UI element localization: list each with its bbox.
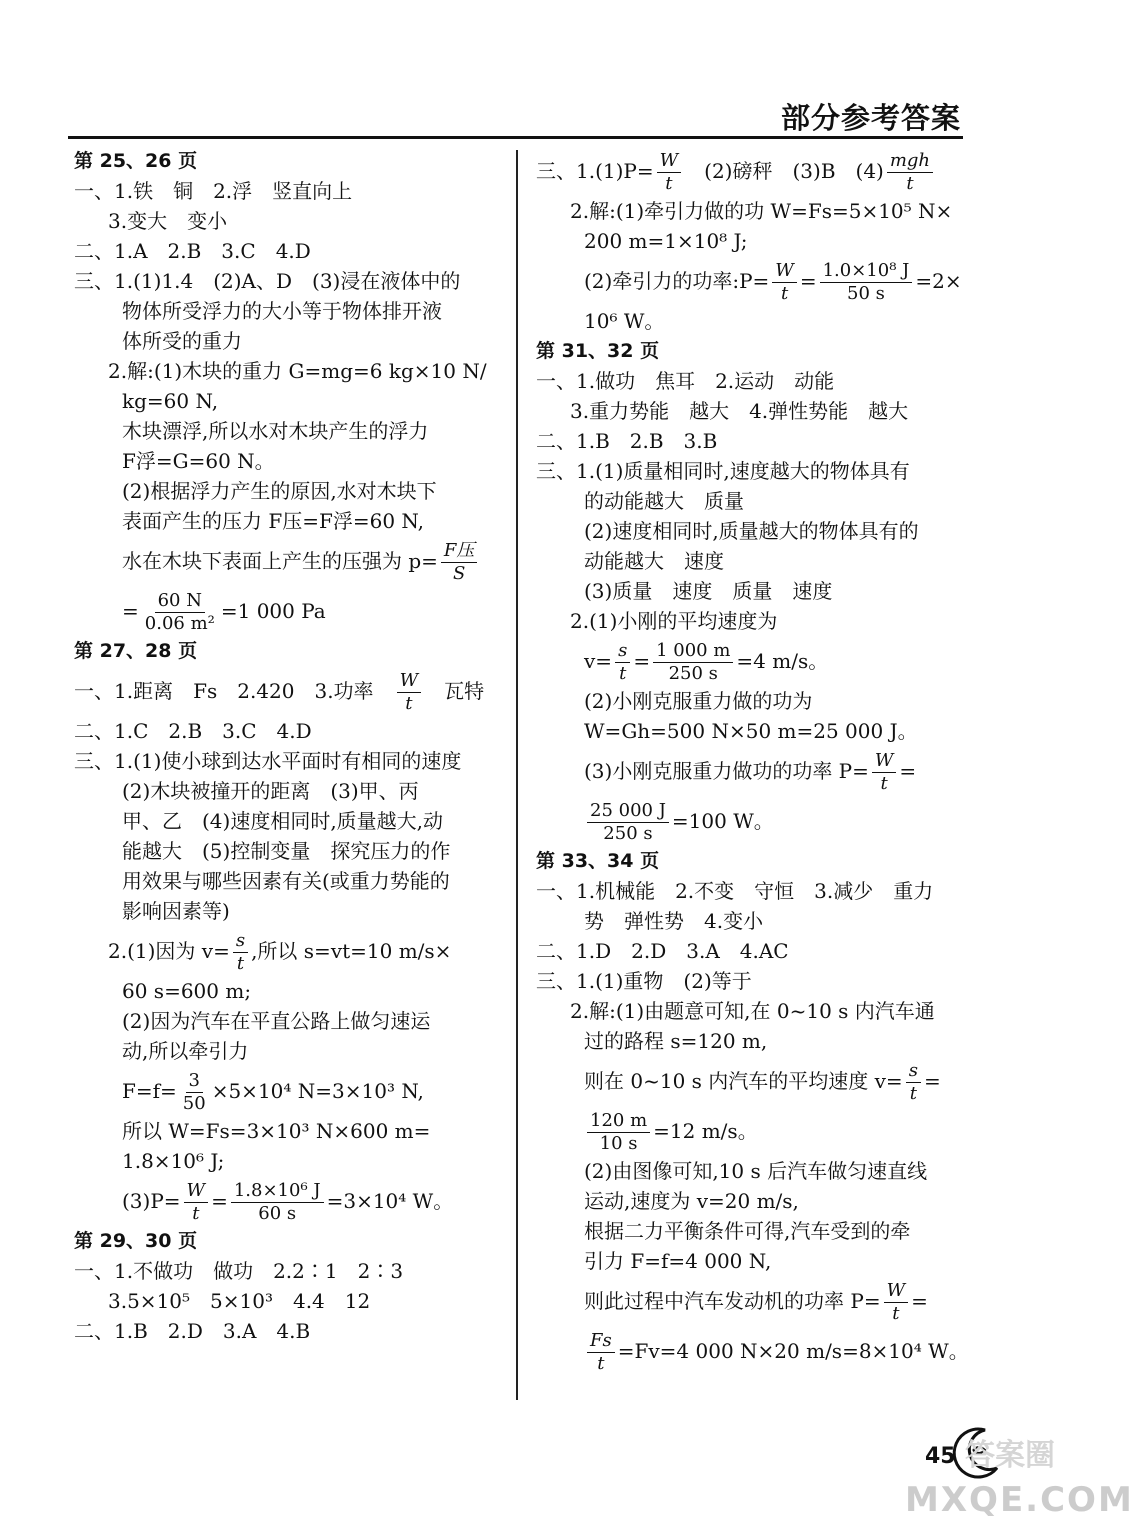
numerator: 1.0×10⁸ J — [820, 260, 913, 283]
fraction — [653, 640, 733, 685]
denominator: t — [665, 173, 673, 194]
denominator: t — [405, 693, 413, 714]
denominator: 250 s — [668, 663, 718, 684]
answer-line: 3.5×10⁵ 5×10³ 4.4 12 — [108, 1289, 371, 1313]
denominator: 50 s — [847, 283, 885, 304]
answer-line: (2)由图像可知,10 s 后汽车做匀速直线 — [584, 1159, 928, 1183]
answer-line — [536, 1056, 976, 1106]
text: 瓦特 — [444, 679, 485, 703]
answer-line: (2)因为汽车在平直公路上做匀速运 — [122, 1009, 431, 1033]
answer-line: kg=60 N, — [122, 389, 219, 413]
fraction — [231, 1180, 324, 1225]
answer-line: 一、1.做功 焦耳 2.运动 动能 — [536, 369, 835, 393]
fraction — [872, 750, 897, 795]
text: (2)磅秤 (3)B (4) — [704, 159, 884, 183]
answer-line: 过的路程 s=120 m, — [584, 1029, 768, 1053]
text: = — [633, 649, 651, 673]
text: (3)P= — [122, 1189, 181, 1213]
text: =4 m/s。 — [736, 649, 829, 673]
answer-line: 根据二力平衡条件可得,汽车受到的牵 — [584, 1219, 911, 1243]
answer-line — [74, 666, 504, 716]
denominator: t — [892, 1303, 900, 1324]
answer-line: 三、1.(1)质量相同时,速度越大的物体具有 — [536, 459, 910, 483]
answer-line: 势 弹性势 4.变小 — [584, 909, 764, 933]
answer-line: 动能越大 速度 — [584, 549, 724, 573]
answer-line: (2)根据浮力产生的原因,水对木块下 — [122, 479, 437, 503]
fraction — [587, 1110, 650, 1155]
fraction — [906, 1060, 921, 1105]
numerator: mgh — [887, 150, 933, 173]
text: = — [211, 1189, 228, 1213]
numerator: s — [233, 930, 248, 953]
denominator: t — [909, 1083, 917, 1104]
answer-line: 二、1.B 2.D 3.A 4.B — [74, 1319, 311, 1343]
answer-line: 一、1.不做功 做功 2.2∶1 2∶3 — [74, 1259, 404, 1283]
page-header-title: 部分参考答案 — [780, 101, 961, 135]
answer-line: 物体所受浮力的大小等于物体排开液 — [122, 299, 442, 323]
text: = — [911, 1289, 928, 1313]
answer-line: 3.重力势能 越大 4.弹性势能 越大 — [570, 399, 909, 423]
denominator: t — [880, 773, 888, 794]
answer-line: 体所受的重力 — [122, 329, 242, 353]
text: 一、1.距离 Fs 2.420 3.功率 — [74, 679, 374, 703]
answer-line — [536, 146, 976, 196]
denominator: 0.06 m² — [144, 613, 215, 634]
answer-line: 一、1.铁 铜 2.浮 竖直向上 — [74, 179, 353, 203]
fraction — [884, 1280, 909, 1325]
answer-line: 200 m=1×10⁸ J; — [584, 229, 748, 253]
answer-line: 2.解:(1)木块的重力 G=mg=6 kg×10 N/ — [108, 359, 487, 383]
answer-line: 引力 F=f=4 000 N, — [584, 1249, 772, 1273]
text: (2)牵引力的功率:P= — [584, 269, 770, 293]
denominator: t — [597, 1353, 605, 1374]
text: = — [122, 599, 139, 623]
fraction — [184, 1180, 209, 1225]
answer-line: (3)质量 速度 质量 速度 — [584, 579, 833, 603]
answer-line — [536, 1326, 976, 1376]
text: =Fv=4 000 N×20 m/s=8×10⁴ W。 — [617, 1339, 969, 1363]
denominator: t — [780, 283, 789, 304]
answer-line: F浮=G=60 N。 — [122, 449, 275, 473]
answer-line: 三、1.(1)1.4 (2)A、D (3)浸在液体中的 — [74, 269, 461, 293]
text: = — [799, 269, 817, 293]
section-title: 第 29、30 页 — [74, 1230, 198, 1252]
fraction — [772, 260, 797, 305]
numerator: s — [906, 1060, 921, 1083]
answer-line: (2)木块被撞开的距离 (3)甲、丙 — [122, 779, 419, 803]
answer-line — [74, 926, 504, 976]
answer-line: 1.8×10⁶ J; — [122, 1149, 225, 1173]
denominator: 250 s — [603, 823, 653, 844]
fraction — [441, 540, 478, 585]
text: =1 000 Pa — [220, 599, 326, 623]
fraction — [180, 1070, 209, 1115]
text: F=f= — [122, 1079, 177, 1103]
numerator: W — [397, 670, 422, 693]
answer-line: 二、1.A 2.B 3.C 4.D — [74, 239, 311, 263]
answer-line: 三、1.(1)重物 (2)等于 — [536, 969, 752, 993]
denominator: t — [906, 173, 914, 194]
answer-line: 影响因素等) — [122, 899, 230, 923]
answer-line: (2)小刚克服重力做的功为 — [584, 689, 813, 713]
answer-line: 表面产生的压力 F压=F浮=60 N, — [122, 509, 425, 533]
fraction — [820, 260, 913, 305]
text: 水在木块下表面上产生的压强为 p= — [122, 549, 438, 573]
watermark: MXQE.COM — [905, 1480, 1134, 1520]
fraction — [615, 640, 630, 685]
numerator: W — [872, 750, 897, 773]
section-title: 第 25、26 页 — [74, 150, 198, 172]
numerator: W — [772, 260, 797, 283]
answer-line — [536, 1276, 976, 1326]
text: =100 W。 — [671, 809, 774, 833]
answer-line: 60 s=600 m; — [122, 979, 252, 1003]
answer-line — [536, 796, 976, 846]
numerator: F压 — [441, 540, 478, 563]
text: 2.(1)因为 v= — [108, 939, 230, 963]
text: =12 m/s。 — [653, 1119, 758, 1143]
answer-line: 2.(1)小刚的平均速度为 — [570, 609, 778, 633]
numerator: W — [184, 1180, 209, 1203]
numerator: Fs — [587, 1330, 615, 1353]
answer-line — [74, 1176, 504, 1226]
denominator: S — [453, 563, 466, 584]
text: = — [923, 1069, 941, 1093]
answer-line: 甲、乙 (4)速度相同时,质量越大,动 — [122, 809, 444, 833]
numerator: 120 m — [587, 1110, 650, 1133]
section-title: 第 31、32 页 — [536, 340, 660, 362]
denominator: 60 s — [258, 1203, 297, 1224]
section-title: 第 27、28 页 — [74, 640, 198, 662]
right-column — [536, 146, 976, 1376]
numerator: s — [615, 640, 630, 663]
text: = — [899, 759, 917, 783]
answer-line: 的动能越大 质量 — [584, 489, 744, 513]
answer-line — [536, 636, 976, 686]
fraction — [887, 150, 933, 195]
left-column — [74, 146, 504, 1346]
answer-line: 运动,速度为 v=20 m/s, — [584, 1189, 799, 1213]
answer-line: 二、1.C 2.B 3.C 4.D — [74, 719, 312, 743]
answer-line: 木块漂浮,所以水对木块产生的浮力 — [122, 419, 429, 443]
fraction — [233, 930, 248, 975]
denominator: 10 s — [599, 1133, 638, 1154]
answer-line: (2)速度相同时,质量越大的物体具有的 — [584, 519, 919, 543]
text: =3×10⁴ W。 — [326, 1189, 454, 1213]
watermark-cn: 答案圈 — [965, 1438, 1055, 1473]
numerator: 1 000 m — [653, 640, 733, 663]
fraction — [142, 590, 218, 635]
answer-line: W=Gh=500 N×50 m=25 000 J。 — [584, 719, 918, 743]
answer-line: 3.变大 变小 — [108, 209, 228, 233]
answer-line: 能越大 (5)控制变量 探究压力的作 — [122, 839, 451, 863]
answer-line — [536, 1106, 976, 1156]
text: 则在 0~10 s 内汽车的平均速度 v= — [584, 1069, 903, 1093]
text: v= — [584, 649, 613, 673]
text: (3)小刚克服重力做功的功率 P= — [584, 759, 869, 783]
numerator: 60 N — [155, 590, 205, 613]
answer-line: 动,所以牵引力 — [122, 1039, 249, 1063]
answer-line: 2.解:(1)牵引力做的功 W=Fs=5×10⁵ N× — [570, 199, 953, 223]
numerator: W — [884, 1280, 909, 1303]
fraction — [587, 1330, 615, 1375]
answer-line — [74, 1066, 504, 1116]
header-rule — [68, 136, 963, 139]
denominator: t — [619, 663, 627, 684]
answer-line: 二、1.B 2.B 3.B — [536, 429, 718, 453]
numerator: 3 — [186, 1070, 203, 1093]
fraction — [397, 670, 422, 715]
denominator: t — [192, 1203, 200, 1224]
answer-line: 一、1.机械能 2.不变 守恒 3.减少 重力 — [536, 879, 934, 903]
answer-line: 所以 W=Fs=3×10³ N×600 m= — [122, 1119, 431, 1143]
numerator: 1.8×10⁶ J — [231, 1180, 324, 1203]
fraction — [657, 150, 682, 195]
answer-line: 用效果与哪些因素有关(或重力势能的 — [122, 869, 450, 893]
answer-line — [536, 746, 976, 796]
text: =2× — [915, 269, 962, 293]
numerator: W — [657, 150, 682, 173]
answer-line: 10⁶ W。 — [584, 309, 665, 333]
text: ,所以 s=vt=10 m/s× — [251, 939, 452, 963]
denominator: t — [236, 953, 245, 974]
numerator: 25 000 J — [587, 800, 669, 823]
text: 则此过程中汽车发动机的功率 P= — [584, 1289, 881, 1313]
fraction — [587, 800, 669, 845]
page-number: 45 — [925, 1444, 956, 1469]
column-divider — [516, 150, 518, 1400]
denominator: 50 — [182, 1093, 206, 1114]
answer-line: 三、1.(1)使小球到达水平面时有相同的速度 — [74, 749, 462, 773]
text: ×5×10⁴ N=3×10³ N, — [211, 1079, 424, 1103]
answer-line: 2.解:(1)由题意可知,在 0~10 s 内汽车通 — [570, 999, 935, 1023]
answer-line — [536, 256, 976, 306]
answer-line — [74, 536, 504, 586]
section-title: 第 33、34 页 — [536, 850, 660, 872]
answer-line: 二、1.D 2.D 3.A 4.AC — [536, 939, 789, 963]
text: 三、1.(1)P= — [536, 159, 654, 183]
answer-line — [74, 586, 504, 636]
